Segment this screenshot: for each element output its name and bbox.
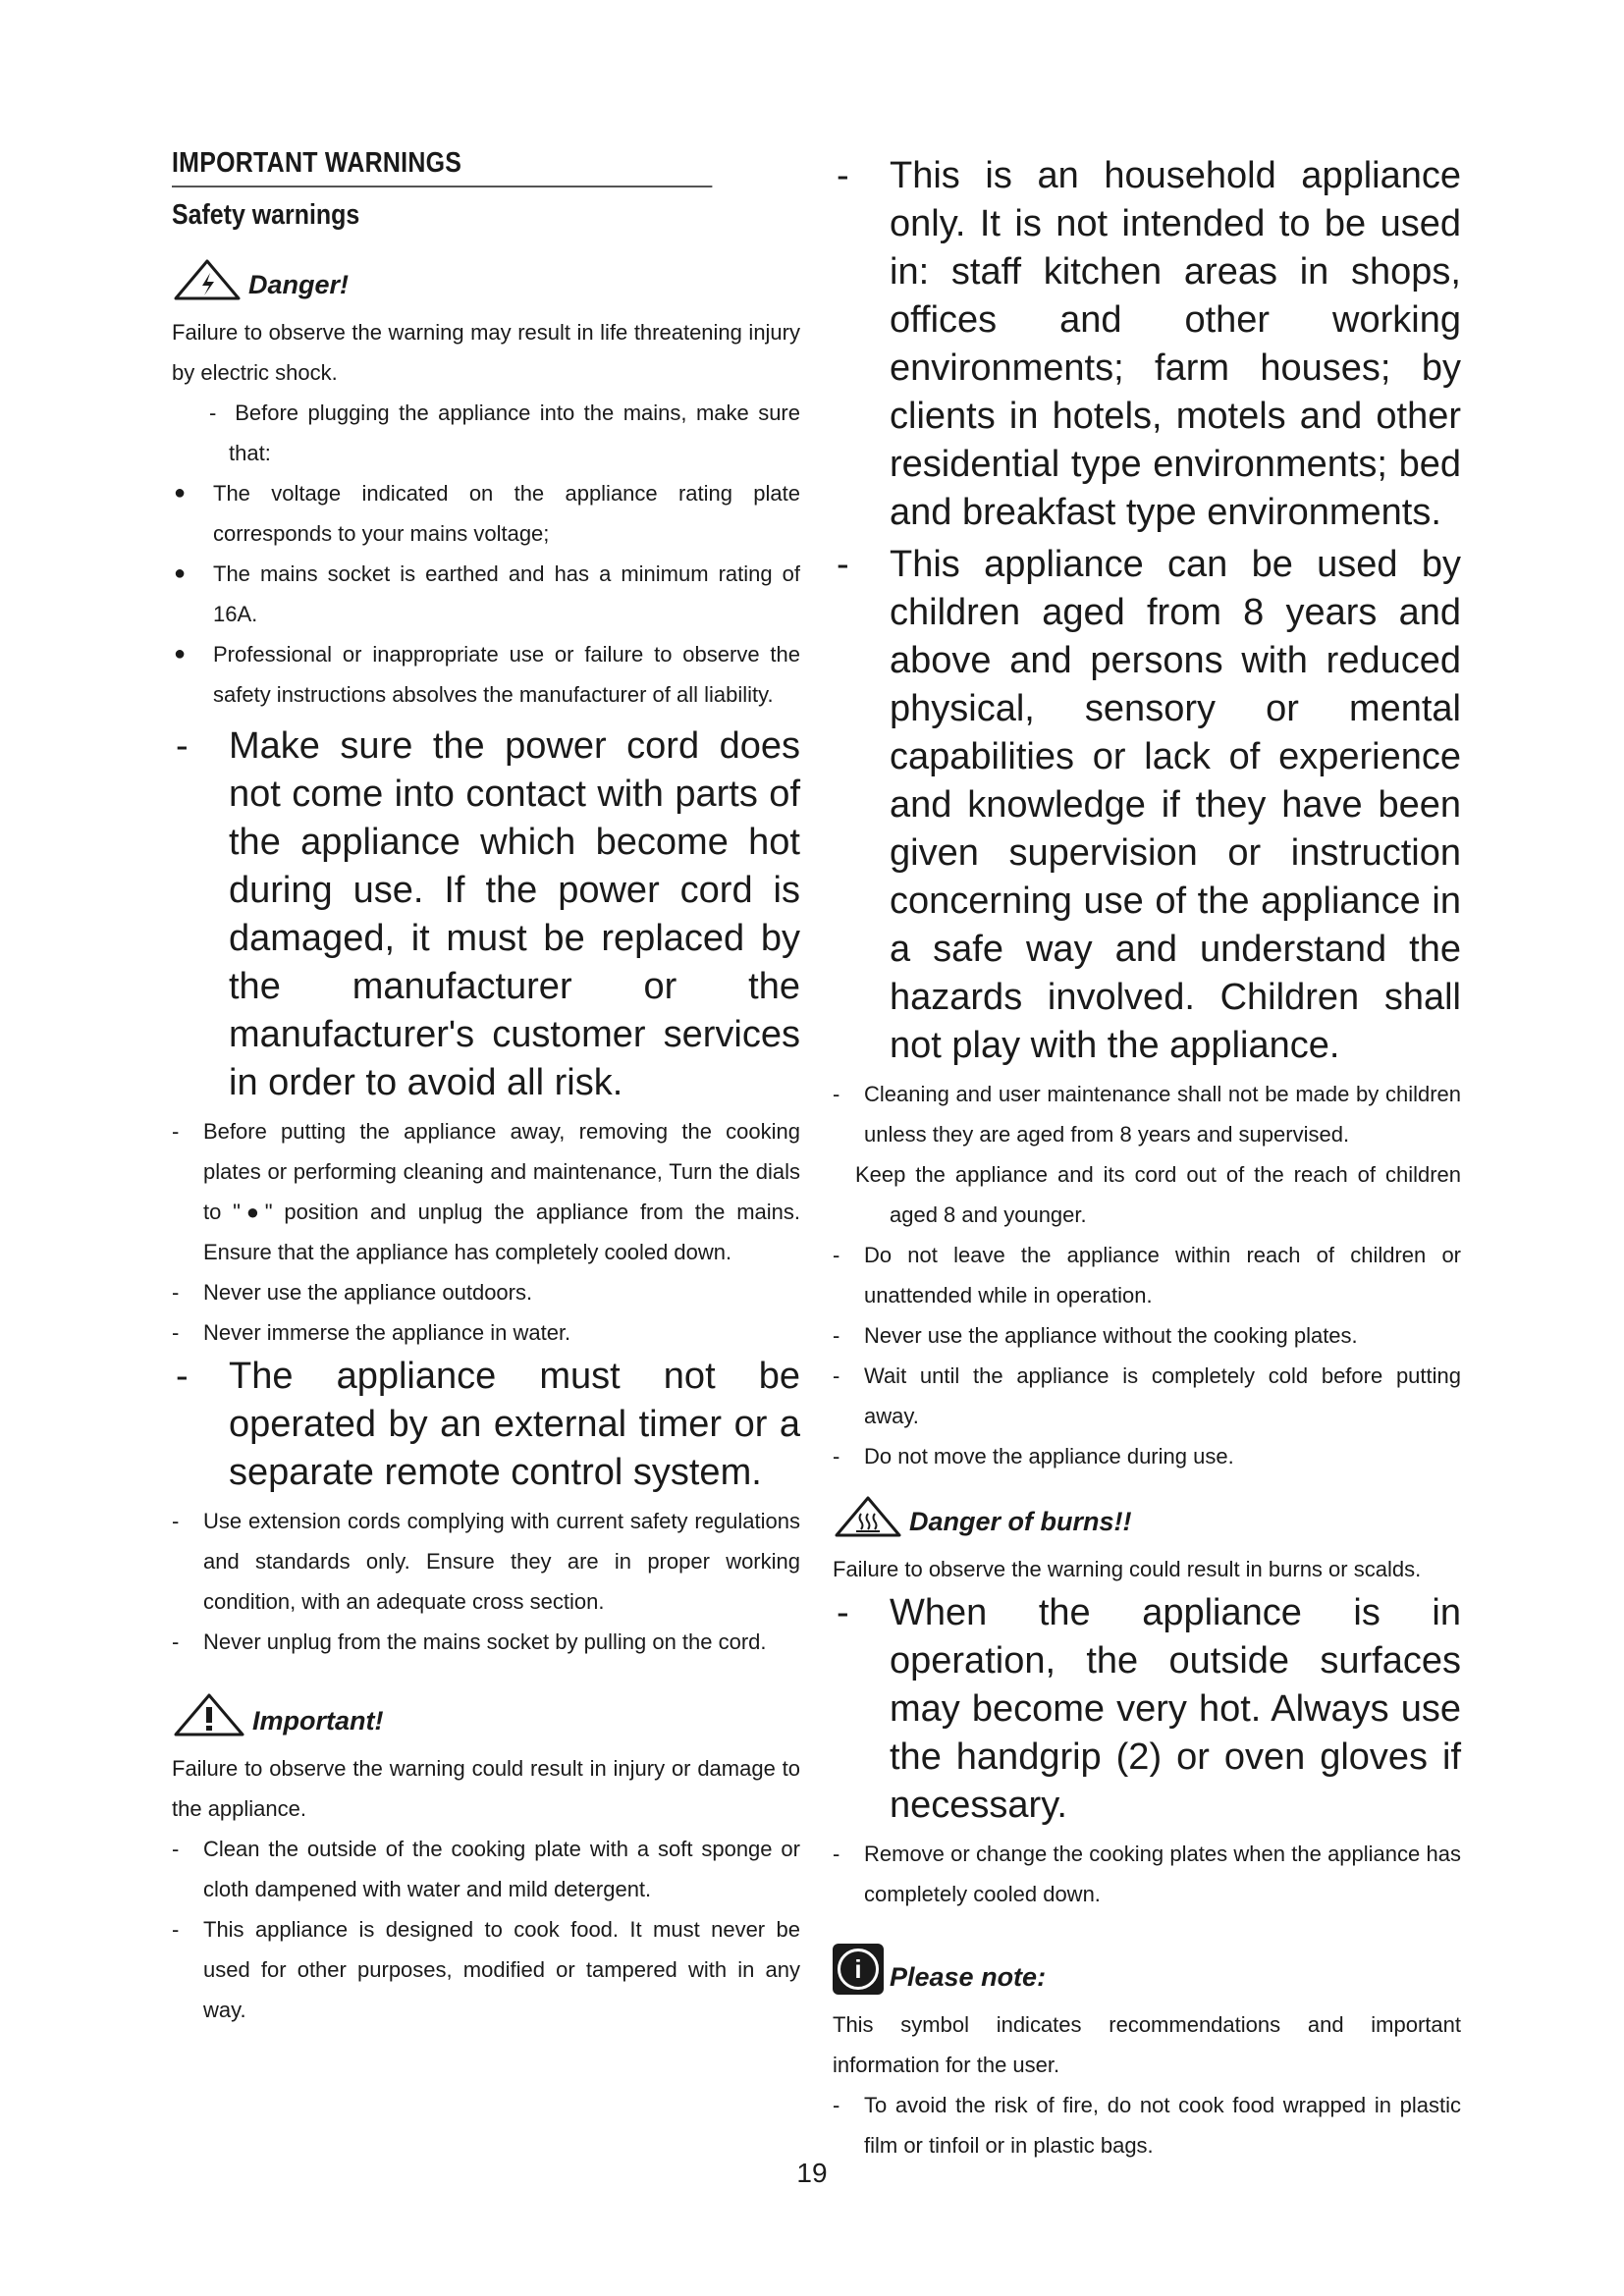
page-number: 19 bbox=[796, 2158, 828, 2188]
list-item: - This is an household appliance only. It is not intended to be used in: staff kitchen areas in shops, offices and other working environments; farm houses; by clients in hotels, motels and other residential type environments; bed and breakfast type environments. bbox=[837, 155, 1461, 533]
right-column bbox=[833, 152, 1461, 2165]
list-item: - Wait until the appliance is completely cold before putting away. bbox=[833, 1363, 1461, 1428]
section-heading: IMPORTANT WARNINGS bbox=[172, 147, 712, 187]
list-item: - Do not move the appliance during use. bbox=[833, 1444, 1234, 1468]
list-item: - Remove or change the cooking plates when the appliance has completely cooled down. bbox=[833, 1842, 1461, 1906]
list-item: - Before plugging the appliance into the mains, make sure that: bbox=[209, 400, 800, 465]
note-title: Please note: bbox=[890, 1962, 1047, 1992]
burns-header bbox=[833, 1494, 1461, 1539]
list-item: ● Professional or inappropriate use or failure to observe the safety instructions absolves the manufacturer of all liability. bbox=[174, 642, 800, 707]
list-item: - Never unplug from the mains socket by pulling on the cord. bbox=[172, 1629, 767, 1654]
list-item: - Never use the appliance without the cooking plates. bbox=[833, 1323, 1358, 1348]
list-item: - Never use the appliance outdoors. bbox=[172, 1280, 533, 1305]
note-intro: This symbol indicates recommendations and important information for the user. bbox=[833, 2012, 1461, 2077]
important-header bbox=[172, 1691, 800, 1738]
important-title: Important! bbox=[252, 1706, 384, 1735]
keep-out-of-reach: Keep the appliance and its cord out of the reach of children aged 8 and younger. bbox=[855, 1162, 1461, 1227]
burns-intro: Failure to observe the warning could result in burns or scalds. bbox=[833, 1557, 1422, 1581]
note-header bbox=[833, 1944, 1461, 1995]
left-column bbox=[172, 147, 800, 2030]
danger-title: Danger! bbox=[248, 270, 350, 299]
info-icon: i bbox=[833, 1944, 884, 1995]
list-item: - The appliance must not be operated by an external timer or a separate remote control system. bbox=[176, 1356, 800, 1493]
list-item: - Do not leave the appliance within reach of children or unattended while in operation. bbox=[833, 1243, 1461, 1308]
danger-header bbox=[172, 257, 800, 302]
list-item: - This appliance can be used by children aged from 8 years and above and persons with reduced physical, sensory or mental capabilities or lack of experience and knowledge if they have been given supervision or instruction concerning use of the appliance in a safe way and understand the hazards involved. Children shall not play with the appliance. bbox=[837, 544, 1461, 1066]
list-item: - This appliance is designed to cook food. It must never be used for other purposes, modified or tampered with in any way. bbox=[172, 1917, 800, 2022]
section-subheading: Safety warnings bbox=[172, 199, 360, 231]
danger-intro: Failure to observe the warning may result in life threatening injury by electric shock. bbox=[172, 320, 800, 385]
electric-warning-icon bbox=[172, 257, 243, 302]
burns-title: Danger of burns!! bbox=[909, 1507, 1132, 1536]
list-item: - Cleaning and user maintenance shall not be made by children unless they are aged from 8 years and supervised. bbox=[833, 1082, 1461, 1147]
list-item: - Never immerse the appliance in water. bbox=[172, 1320, 571, 1345]
hot-surface-warning-icon bbox=[833, 1494, 903, 1539]
list-item: - Before putting the appliance away, removing the cooking plates or performing cleaning and maintenance, Turn the dials to "●" position and unplug the appliance from the mains. Ensure that the appliance has completely cooled down. bbox=[172, 1119, 800, 1264]
list-item: - When the appliance is in operation, the outside surfaces may become very hot. Always use the handgrip (2) or oven gloves if necessary. bbox=[837, 1592, 1461, 1826]
list-item: - Make sure the power cord does not come into contact with parts of the appliance which become hot during use. If the power cord is damaged, it must be replaced by the manufacturer or the manufacturer's customer services in order to avoid all risk. bbox=[176, 725, 800, 1103]
list-item: - To avoid the risk of fire, do not cook food wrapped in plastic film or tinfoil or in plastic bags. bbox=[833, 2093, 1461, 2158]
important-intro: Failure to observe the warning could result in injury or damage to the appliance. bbox=[172, 1756, 800, 1821]
list-item: ● The voltage indicated on the appliance rating plate corresponds to your mains voltage; bbox=[174, 481, 800, 546]
warning-triangle-icon bbox=[172, 1691, 246, 1738]
list-item: ● The mains socket is earthed and has a minimum rating of 16A. bbox=[174, 561, 800, 626]
list-item: - Clean the outside of the cooking plate with a soft sponge or cloth dampened with water and mild detergent. bbox=[172, 1837, 800, 1901]
list-item: - Use extension cords complying with current safety regulations and standards only. Ensure they are in proper working condition, with an adequate cross section. bbox=[172, 1509, 800, 1614]
